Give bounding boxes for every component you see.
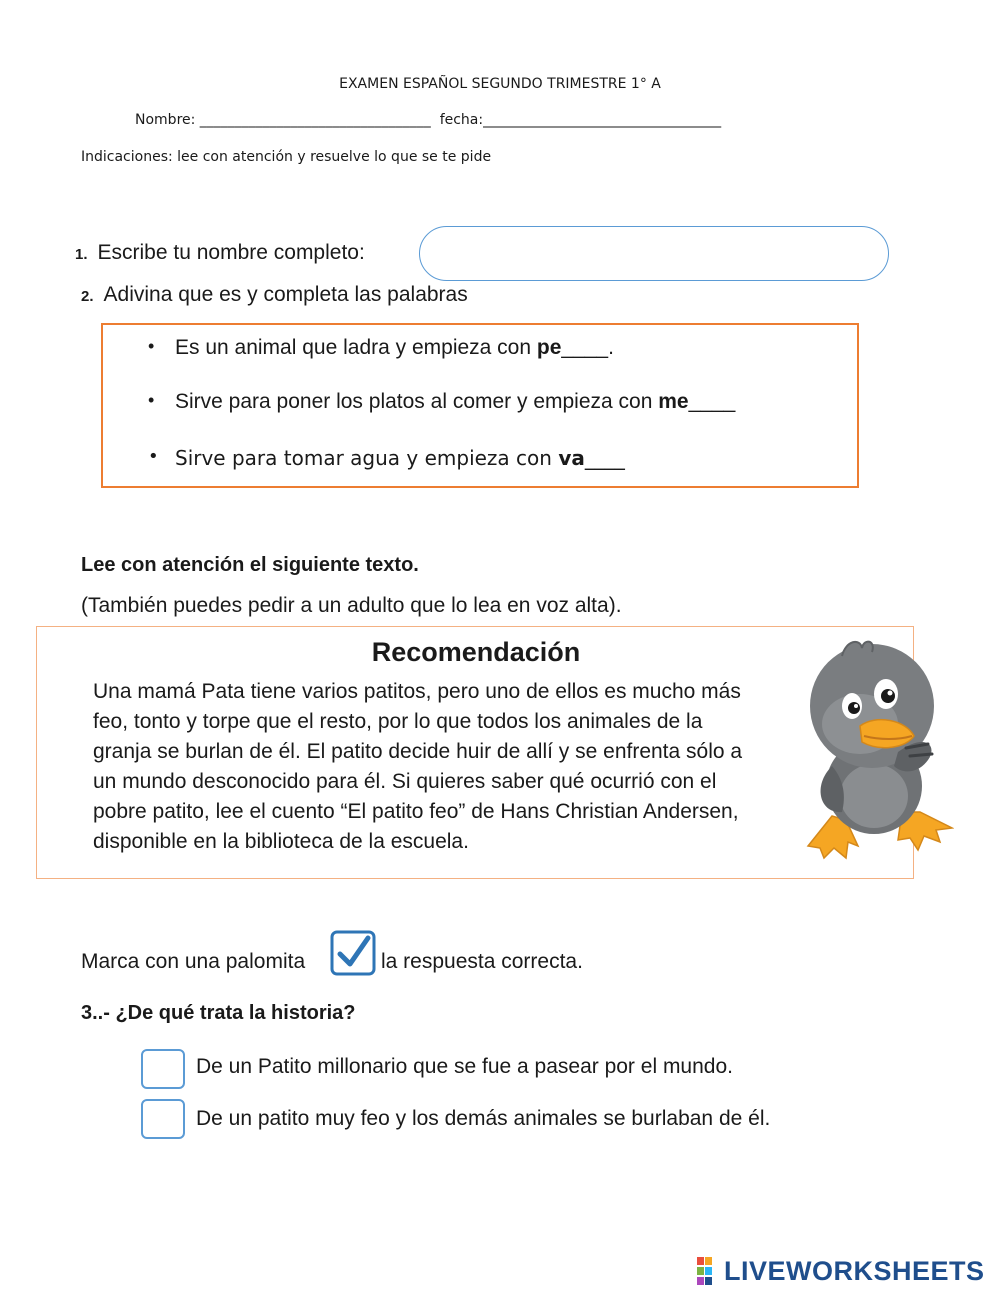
riddle-prefix: me xyxy=(658,390,689,413)
instructions: Indicaciones: lee con atención y resuelve lo que se te pide xyxy=(81,149,492,165)
question-2 xyxy=(81,283,468,307)
text-line: granja se burlan de él. El patito decide huir de allí y se enfrenta sólo a xyxy=(93,740,743,763)
logo-icon xyxy=(697,1257,721,1285)
question-1 xyxy=(75,241,365,265)
riddle-prefix: pe xyxy=(536,336,562,359)
ugly-duckling-illustration xyxy=(802,636,954,864)
name-date-line: Nombre: _________________________________ fecha:__________________________________ xyxy=(135,112,722,128)
option-2-checkbox[interactable] xyxy=(141,1099,185,1139)
question-2-text: Adivina que es y completa las palabras xyxy=(103,283,468,306)
question-3: 3..- ¿De qué trata la historia? xyxy=(81,1002,356,1024)
riddle-blank: ____. xyxy=(561,336,614,359)
brand-name: LIVEWORKSHEETS xyxy=(724,1255,985,1286)
text-line: disponible en la biblioteca de la escuela. xyxy=(93,830,469,853)
text-line: Una mamá Pata tiene varios patitos, pero uno de ellos es mucho más xyxy=(93,680,741,703)
riddle-text: Sirve para tomar agua y empieza con xyxy=(175,446,559,470)
option-2-text: De un patito muy feo y los demás animales se burlaban de él. xyxy=(196,1107,771,1130)
riddle-box xyxy=(101,323,859,488)
recommendation-box xyxy=(36,626,914,879)
option-1-text: De un Patito millonario que se fue a pasear por el mundo. xyxy=(196,1055,733,1078)
exam-title: EXAMEN ESPAÑOL SEGUNDO TRIMESTRE 1° A xyxy=(339,76,661,92)
riddle-blank: ____ xyxy=(584,446,625,470)
riddle-blank: ____ xyxy=(688,390,736,413)
text-line: feo, tonto y torpe que el resto, por lo que todos los animales de la xyxy=(93,710,703,733)
mark-instruction-before: Marca con una palomita xyxy=(81,950,306,973)
reading-heading: Lee con atención el siguiente texto. xyxy=(81,554,419,576)
option-1-checkbox[interactable] xyxy=(141,1049,185,1089)
recommendation-title: Recomendación xyxy=(371,637,581,667)
question-1-number: 1. xyxy=(75,246,88,263)
text-line: pobre patito, lee el cuento “El patito feo” de Hans Christian Andersen, xyxy=(93,800,739,823)
recommendation-text xyxy=(93,677,813,857)
riddle-prefix: va xyxy=(558,446,585,470)
checkmark-icon xyxy=(330,930,376,976)
riddle-text: Sirve para poner los platos al comer y empieza con xyxy=(175,390,659,413)
full-name-input[interactable] xyxy=(419,226,889,281)
question-1-text: Escribe tu nombre completo: xyxy=(97,241,365,264)
text-line: un mundo desconocido para él. Si quieres saber qué ocurrió con el xyxy=(93,770,717,793)
reading-subheading: (También puedes pedir a un adulto que lo lea en voz alta). xyxy=(81,594,622,617)
question-2-number: 2. xyxy=(81,288,94,305)
bullet: • xyxy=(148,446,159,467)
riddle-text: Es un animal que ladra y empieza con xyxy=(175,336,537,359)
bullet: • xyxy=(148,336,155,356)
bullet: • xyxy=(148,390,155,410)
liveworksheets-logo xyxy=(697,1256,985,1286)
riddle-item xyxy=(148,446,625,542)
mark-instruction-after: la respuesta correcta. xyxy=(381,950,583,973)
